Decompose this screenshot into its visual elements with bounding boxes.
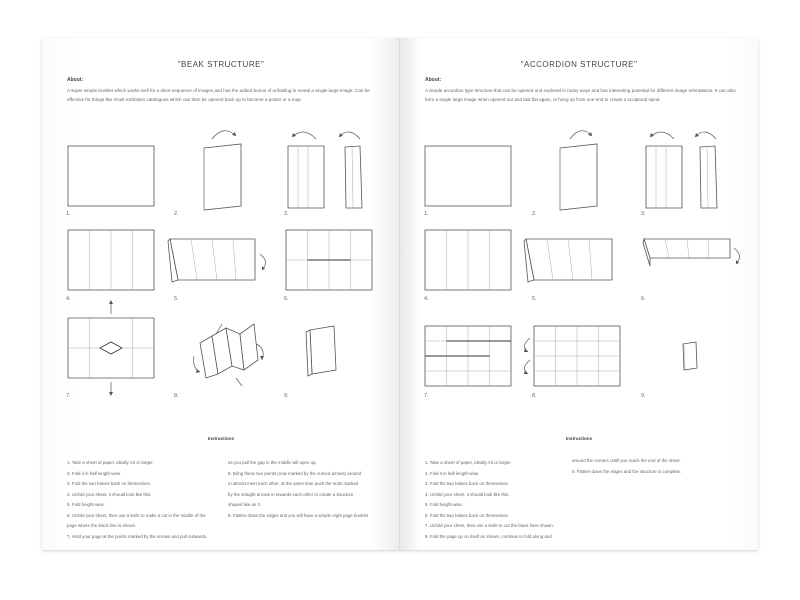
diagram-step-9 bbox=[641, 342, 697, 399]
diagram-step-4 bbox=[66, 230, 154, 302]
instructions-heading: Instructions bbox=[207, 436, 235, 441]
step-label: 2. bbox=[532, 211, 537, 217]
step-label: 2. bbox=[174, 211, 179, 217]
diagram-step-8 bbox=[524, 326, 620, 399]
step-label: 5. bbox=[174, 296, 179, 302]
instruction-line: 2. Fold it in half length-wise. bbox=[67, 470, 122, 476]
instruction-line: 5. Fold height-wise. bbox=[425, 502, 464, 507]
diagram-step-3a bbox=[284, 132, 324, 217]
step-label: 3. bbox=[641, 211, 646, 217]
diagram-step-9 bbox=[284, 326, 336, 399]
instructions-column-1 bbox=[67, 458, 207, 542]
about-text: A super simple booklet which works well for a short sequence of images and has the added bonus of unfolding to reveal a single large image. Can be effective for things like small exhibition catalogues which can then be opened back up to become a poster or a map. bbox=[67, 88, 370, 102]
instruction-line: 6. Unfold your sheet, then use a knife to make a cut in the middle of the bbox=[67, 512, 206, 518]
diagram-step-2 bbox=[174, 131, 241, 217]
diagram-step-6 bbox=[284, 230, 372, 302]
instruction-line: around the corners untill you reach the end of the sheet. bbox=[572, 458, 681, 463]
instruction-line: by the straight arrows in towards each other to create a structure bbox=[228, 491, 354, 497]
diagram-step-3b bbox=[695, 132, 717, 208]
step-label: 9. bbox=[284, 393, 289, 399]
step-label: 7. bbox=[66, 393, 71, 399]
step-label: 9. bbox=[641, 393, 646, 399]
page-accordion-structure bbox=[400, 38, 758, 550]
step-label: 1. bbox=[66, 211, 71, 217]
diagram-step-2 bbox=[532, 131, 597, 217]
step-label: 1. bbox=[424, 211, 429, 217]
instruction-line: 8. Bring these two points (now marked by the curved arrows) around bbox=[228, 470, 362, 476]
diagram-step-3b bbox=[339, 132, 362, 208]
diagram-step-6 bbox=[641, 239, 740, 302]
instructions-heading: Instructions bbox=[565, 436, 593, 441]
diagram-step-7 bbox=[424, 326, 511, 399]
diagram-step-1 bbox=[66, 146, 154, 217]
diagram-step-4 bbox=[424, 230, 511, 302]
diagram-step-5 bbox=[524, 239, 612, 302]
page-title: "ACCORDION STRUCTURE" bbox=[520, 60, 638, 69]
instruction-line: 3. Fold the two halves back on themselves. bbox=[425, 481, 509, 486]
instruction-line: 8. Fold the page up on itself as shown, continue to fold along and bbox=[425, 533, 552, 539]
instructions-column-2 bbox=[228, 458, 368, 521]
booklet-spread bbox=[42, 38, 758, 550]
step-label: 6. bbox=[641, 296, 646, 302]
step-label: 8. bbox=[532, 393, 537, 399]
about-text: A simple accordion type structure that can be opened and explored in many ways and has interesting potential for different image orientations. It can also form a single large image when opened out and laid flat again, or hung up from one end to create a sculptural spiral. bbox=[425, 88, 736, 102]
instruction-line: 9. Flatten down the edges and the structure is complete. bbox=[572, 468, 682, 474]
instructions-column-1 bbox=[425, 458, 554, 542]
instruction-line: 9. Flatten down the edges and you will have a simple eight page booklet bbox=[228, 512, 369, 518]
instruction-line: page where the black line is shown. bbox=[67, 523, 137, 528]
instruction-line: to almost meet each other, at the same time push the ends marked bbox=[228, 481, 359, 486]
diagram-step-8 bbox=[174, 324, 264, 399]
instruction-line: 7. Hold your page at the points marked by the arrows and pull outwards, bbox=[67, 533, 208, 539]
instruction-line: 1. Take a sheet of paper, ideally A3 or larger. bbox=[67, 460, 154, 465]
instruction-line: as you pull the gap in the middle will open up. bbox=[228, 460, 317, 465]
diagram-step-1 bbox=[424, 146, 511, 217]
step-label: 5. bbox=[532, 296, 537, 302]
instruction-line: 1. Take a sheet of paper, ideally A3 or larger. bbox=[425, 460, 512, 465]
instruction-line: shaped like an X. bbox=[228, 502, 262, 507]
instructions-column-2 bbox=[572, 456, 681, 477]
instruction-line: 4. Unfold your sheet, it should look like this. bbox=[425, 491, 510, 497]
step-label: 3. bbox=[284, 211, 289, 217]
step-label: 4. bbox=[424, 296, 429, 302]
instruction-line: 4. Unfold your sheet, it should look like this. bbox=[67, 491, 152, 497]
diagram-step-7 bbox=[66, 300, 154, 399]
instruction-line: 6. Fold the two halves back on themselves. bbox=[425, 512, 509, 518]
step-label: 7. bbox=[424, 393, 429, 399]
page-beak-structure bbox=[42, 38, 400, 550]
step-label: 6. bbox=[284, 296, 289, 302]
instruction-line: 2. Fold it in half length-wise. bbox=[425, 470, 480, 476]
page-title: "BEAK STRUCTURE" bbox=[177, 60, 265, 69]
diagram-step-5 bbox=[168, 239, 266, 302]
instruction-line: 5. Fold height-wise. bbox=[67, 502, 106, 507]
about-heading: About: bbox=[67, 77, 84, 83]
step-label: 8. bbox=[174, 393, 179, 399]
instruction-line: 7. Unfold your sheet, then use a knife to cut the black lines shown. bbox=[425, 523, 554, 528]
about-heading: About: bbox=[425, 77, 442, 83]
diagram-step-3a bbox=[641, 132, 682, 217]
instruction-line: 3. Fold the two halves back on themselves. bbox=[67, 481, 151, 486]
step-label: 4. bbox=[66, 296, 71, 302]
